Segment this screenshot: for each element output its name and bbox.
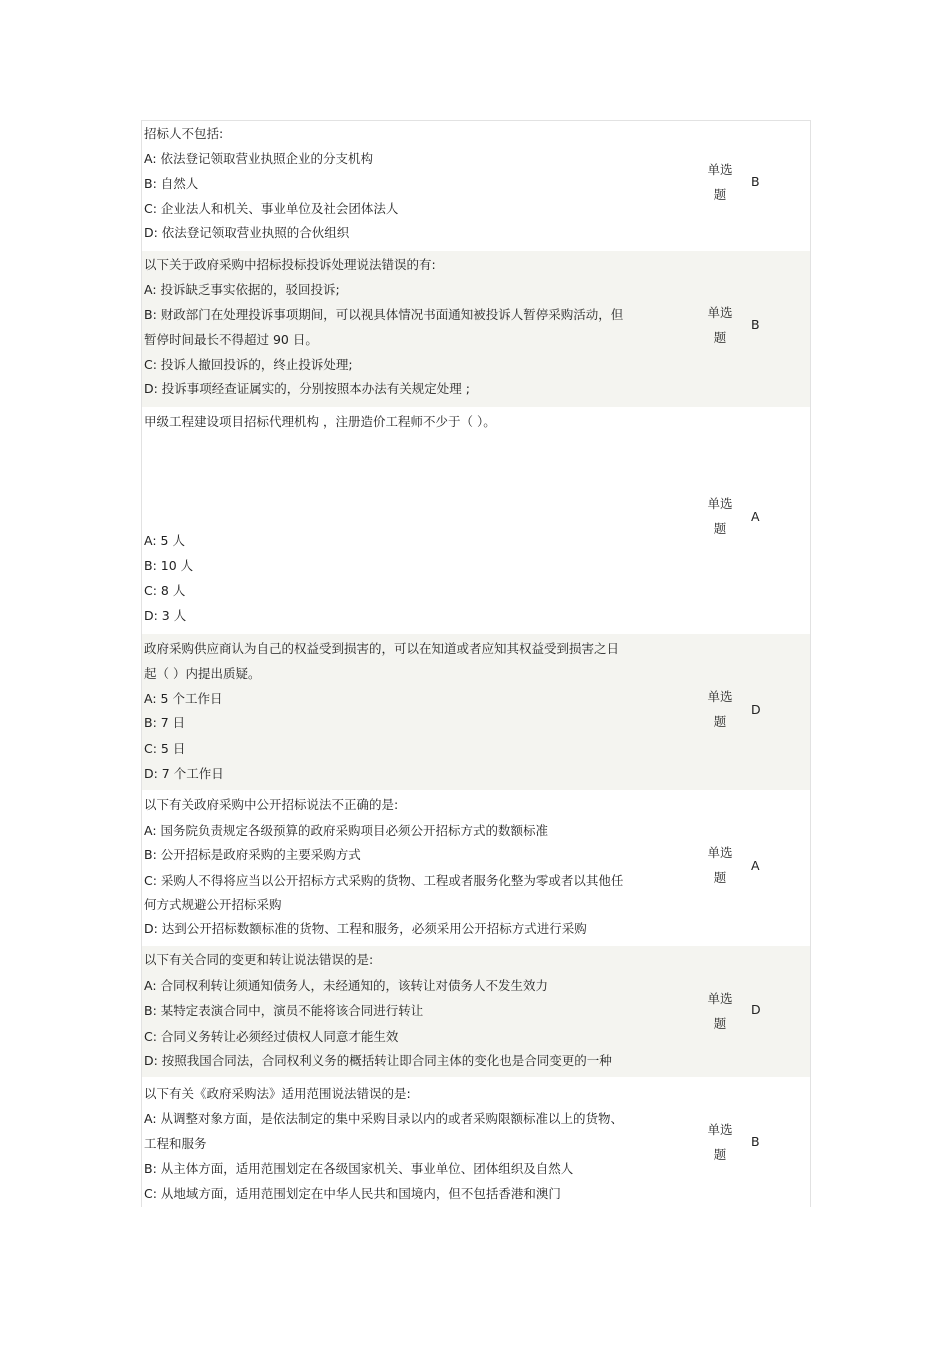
option-c: C: 5 日: [144, 741, 186, 756]
option-c: C: 合同义务转让必须经过债权人同意才能生效: [144, 1029, 399, 1044]
option-d: D: 达到公开招标数额标准的货物、工程和服务，必须采用公开招标方式进行采购: [144, 921, 587, 936]
question-row: [142, 121, 810, 251]
option-c-cont: 何方式规避公开招标采购: [144, 897, 282, 912]
option-d: D: 7 个工作日: [144, 766, 224, 781]
question-type: [704, 840, 736, 890]
option-d: D: 依法登记领取营业执照的合伙组织: [144, 225, 350, 240]
option-c: C: 投诉人撤回投诉的，终止投诉处理;: [144, 357, 353, 372]
question-stem: 政府采购供应商认为自己的权益受到损害的，可以在知道或者应知其权益受到损害之日: [144, 641, 620, 656]
option-a: A: 国务院负责规定各级预算的政府采购项目必须公开招标方式的数额标准: [144, 823, 549, 838]
option-b: B: 公开招标是政府采购的主要采购方式: [144, 847, 361, 862]
question-type: [704, 684, 736, 734]
option-a: A: 5 个工作日: [144, 691, 223, 706]
answer: A: [751, 509, 760, 524]
option-c: C: 8 人: [144, 583, 186, 598]
answer: A: [751, 858, 760, 873]
option-d: D: 按照我国合同法，合同权利义务的概括转让即合同主体的变化也是合同变更的一种: [144, 1053, 612, 1068]
answer: B: [751, 1134, 760, 1149]
answer: B: [751, 174, 760, 189]
option-b: B: 从主体方面，适用范围划定在各级国家机关、事业单位、团体组织及自然人: [144, 1161, 574, 1176]
option-b: B: 10 人: [144, 558, 194, 573]
question-type: [704, 300, 736, 350]
question-stem: 以下有关《政府采购法》适用范围说法错误的是:: [144, 1086, 411, 1101]
question-type-line2: 题: [713, 1147, 727, 1162]
answer: D: [751, 1002, 761, 1017]
question-type-line1: 单选: [707, 496, 733, 511]
question-type-line2: 题: [713, 330, 727, 345]
question-type: [704, 986, 736, 1036]
question-type-line1: 单选: [707, 162, 733, 177]
question-type: [704, 1117, 736, 1167]
question-type-line1: 单选: [707, 305, 733, 320]
question-stem-cont: 起（ ）内提出质疑。: [144, 666, 261, 681]
option-a: A: 依法登记领取营业执照企业的分支机构: [144, 151, 374, 166]
question-row: [142, 1077, 810, 1207]
question-type: [704, 157, 736, 207]
option-b-cont: 暂停时间最长不得超过 90 日。: [144, 332, 318, 347]
question-type-line1: 单选: [707, 991, 733, 1006]
question-stem: 甲级工程建设项目招标代理机构 ，注册造价工程师不少于（ ）。: [144, 414, 496, 429]
question-type-line1: 单选: [707, 689, 733, 704]
option-c: C: 采购人不得将应当以公开招标方式采购的货物、工程或者服务化整为零或者以其他任: [144, 873, 624, 888]
question-stem: 以下关于政府采购中招标投标投诉处理说法错误的有:: [144, 257, 436, 272]
option-c: C: 从地域方面，适用范围划定在中华人民共和国境内，但不包括香港和澳门: [144, 1186, 561, 1201]
option-a: A: 5 人: [144, 533, 185, 548]
question-type-line2: 题: [713, 1016, 727, 1031]
question-row: [142, 634, 810, 790]
question-stem: 以下有关政府采购中公开招标说法不正确的是:: [144, 797, 399, 812]
question-row: [142, 790, 810, 946]
option-d: D: 3 人: [144, 608, 187, 623]
question-type: [704, 491, 736, 541]
option-b: B: 自然人: [144, 176, 199, 191]
question-type-line2: 题: [713, 870, 727, 885]
option-a: A: 从调整对象方面，是依法制定的集中采购目录以内的或者采购限额标准以上的货物、: [144, 1111, 624, 1126]
question-type-line1: 单选: [707, 845, 733, 860]
answer: D: [751, 702, 761, 717]
question-type-line1: 单选: [707, 1122, 733, 1137]
question-stem: 以下有关合同的变更和转让说法错误的是:: [144, 952, 374, 967]
option-c: C: 企业法人和机关、事业单位及社会团体法人: [144, 201, 399, 216]
question-row: [142, 407, 810, 634]
answer: B: [751, 317, 760, 332]
option-a: A: 投诉缺乏事实依据的，驳回投诉;: [144, 282, 340, 297]
option-a: A: 合同权利转让须通知债务人，未经通知的，该转让对债务人不发生效力: [144, 978, 549, 993]
question-row: [142, 946, 810, 1077]
question-row: [142, 251, 810, 407]
question-type-line2: 题: [713, 521, 727, 536]
option-b: B: 7 日: [144, 715, 186, 730]
question-stem: 招标人不包括:: [144, 126, 224, 141]
question-type-line2: 题: [713, 714, 727, 729]
option-b: B: 某特定表演合同中，演员不能将该合同进行转让: [144, 1003, 424, 1018]
question-type-line2: 题: [713, 187, 727, 202]
question-table: [141, 120, 811, 1207]
option-d: D: 投诉事项经查证属实的，分别按照本办法有关规定处理 ;: [144, 381, 470, 396]
option-b: B: 财政部门在处理投诉事项期间，可以视具体情况书面通知被投诉人暂停采购活动，但: [144, 307, 624, 322]
option-a-cont: 工程和服务: [144, 1136, 207, 1151]
